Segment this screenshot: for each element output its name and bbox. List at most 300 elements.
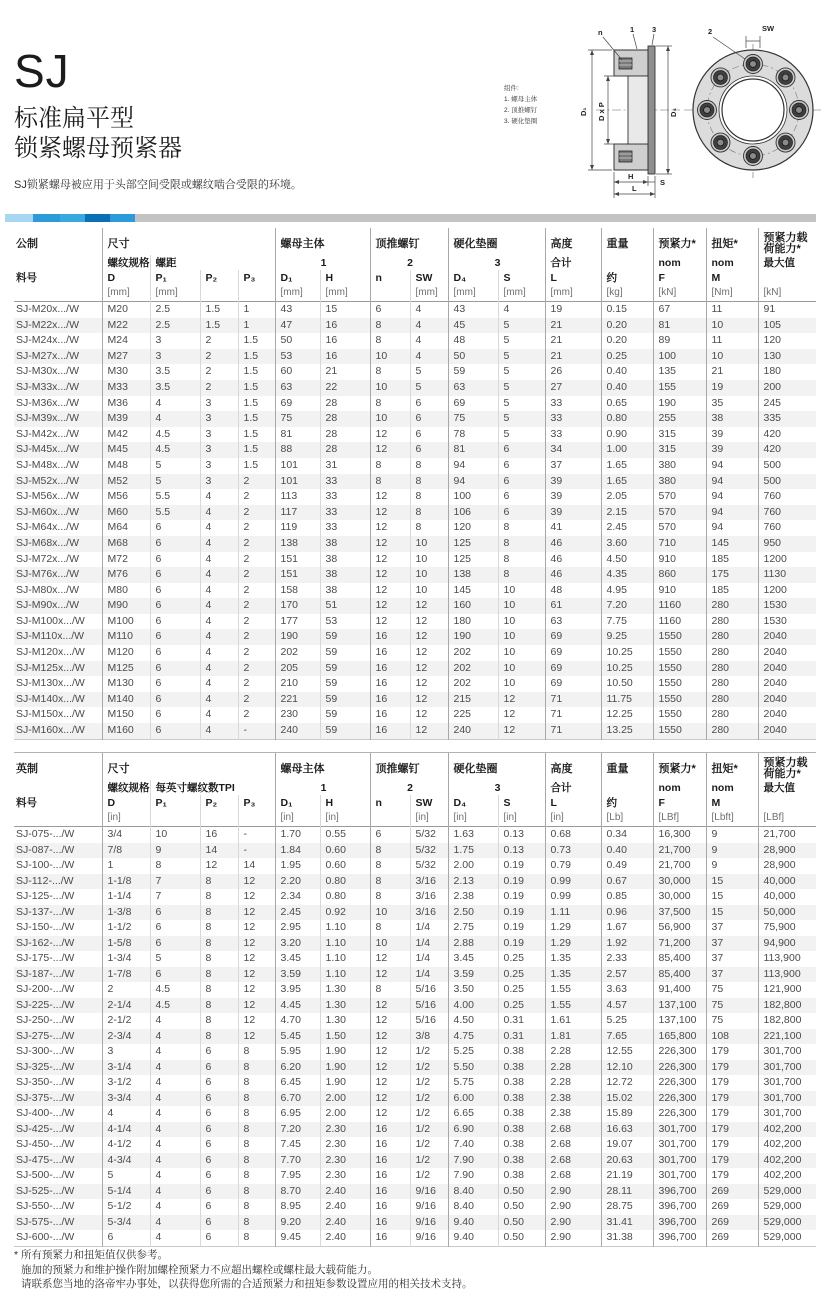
- table-row: [14, 1106, 816, 1122]
- cell: 46: [545, 552, 601, 568]
- cell: 12: [498, 707, 545, 723]
- cell: 20.63: [601, 1153, 653, 1169]
- cell: 5.50: [448, 1060, 498, 1076]
- sub-height-total: 合计: [545, 780, 601, 795]
- table-row: [14, 982, 816, 998]
- cell: 5.45: [275, 1029, 320, 1045]
- cell: SJ-225-.../W: [16, 998, 75, 1011]
- cell: M22: [102, 318, 150, 334]
- cell: SJ-200-.../W: [16, 983, 75, 995]
- cell: 0.38: [498, 1106, 545, 1122]
- cell: 12: [370, 427, 410, 443]
- header-cell: [in]: [410, 810, 448, 827]
- cell: 8: [150, 858, 200, 874]
- cell: 12.10: [601, 1060, 653, 1076]
- table-row: [14, 874, 816, 890]
- cell: 4.95: [601, 583, 653, 599]
- cell: 12: [238, 951, 275, 967]
- table-row: [14, 692, 816, 708]
- cell: 0.13: [498, 827, 545, 843]
- cell: SJ-M24x.../W: [16, 334, 80, 347]
- cell: 4: [200, 707, 238, 723]
- cell: 2-1/4: [102, 998, 150, 1014]
- cell: M120: [102, 645, 150, 661]
- cell: 4: [200, 520, 238, 536]
- cell: 2.5: [150, 318, 200, 334]
- cell: 202: [275, 645, 320, 661]
- cell: 30,000: [653, 874, 706, 890]
- cell: 3/8: [410, 1029, 448, 1045]
- cell: 6: [200, 1137, 238, 1153]
- cell: 225: [448, 707, 498, 723]
- cell: 1.5: [200, 318, 238, 334]
- cell: 138: [275, 536, 320, 552]
- cell: 6.45: [275, 1075, 320, 1091]
- group-header-row: [14, 753, 816, 780]
- cell: 402,200: [758, 1168, 816, 1184]
- cell: 51: [320, 598, 370, 614]
- cell: 2.40: [320, 1215, 370, 1231]
- cell: M27: [102, 349, 150, 365]
- cell: 2.38: [545, 1091, 601, 1107]
- cell: 301,700: [653, 1137, 706, 1153]
- cell: 28: [320, 396, 370, 412]
- cell: 69: [545, 645, 601, 661]
- cell: 16: [370, 1199, 410, 1215]
- sub-height-total: 合计: [545, 255, 601, 270]
- cell: 0.31: [498, 1013, 545, 1029]
- cell: 12: [238, 936, 275, 952]
- cell: 2.38: [545, 1106, 601, 1122]
- cell: 1.11: [545, 905, 601, 921]
- header-cell: 料号: [16, 272, 37, 284]
- cell: 5: [498, 427, 545, 443]
- diagram-legend-title: 组件:: [504, 85, 519, 92]
- cell: SJ-M150x.../W: [16, 708, 85, 721]
- cell: 5: [498, 411, 545, 427]
- cell: 2.95: [275, 920, 320, 936]
- cell: SJ-M20x.../W: [16, 303, 80, 315]
- cell: 4: [150, 1199, 200, 1215]
- cell: 6: [200, 1075, 238, 1091]
- cell: 280: [706, 629, 758, 645]
- cell: 0.65: [601, 396, 653, 412]
- cell: 180: [448, 614, 498, 630]
- cell: 269: [706, 1230, 758, 1246]
- cell: 1/2: [410, 1060, 448, 1076]
- cell: M64: [102, 520, 150, 536]
- cell: 4: [200, 676, 238, 692]
- cell: 1.30: [320, 998, 370, 1014]
- cell: 12: [370, 1106, 410, 1122]
- cell: 0.68: [545, 827, 601, 843]
- cell: 1.5: [238, 333, 275, 349]
- cell: 177: [275, 614, 320, 630]
- cell: 0.60: [320, 843, 370, 859]
- cell: 1550: [653, 676, 706, 692]
- dim-label-n: n: [598, 28, 603, 37]
- header-cell: P₁: [150, 795, 200, 810]
- cell: 10: [498, 661, 545, 677]
- cell: 190: [448, 629, 498, 645]
- cell: 4.45: [275, 998, 320, 1014]
- cell: 100: [653, 349, 706, 365]
- sub-part-1: 1: [275, 780, 370, 795]
- cell: 8.95: [275, 1199, 320, 1215]
- cell: 2: [238, 489, 275, 505]
- cell: SJ-162-.../W: [16, 936, 75, 949]
- cell: M140: [102, 692, 150, 708]
- cell: 255: [653, 411, 706, 427]
- cell: 4-3/4: [102, 1153, 150, 1169]
- cell: 3-1/2: [102, 1075, 150, 1091]
- cell: 5/16: [410, 982, 448, 998]
- cell: 1.29: [545, 920, 601, 936]
- cell: 12: [238, 998, 275, 1014]
- cell: 4: [150, 1184, 200, 1200]
- cell: 56,900: [653, 920, 706, 936]
- cell: 6: [150, 920, 200, 936]
- header-cell: [mm]: [102, 285, 150, 302]
- cell: 12: [370, 1013, 410, 1029]
- cell: 179: [706, 1075, 758, 1091]
- cell: 280: [706, 723, 758, 739]
- cell: 59: [448, 364, 498, 380]
- cell: 0.85: [601, 889, 653, 905]
- cell: 39: [706, 442, 758, 458]
- cell: 3: [200, 458, 238, 474]
- cell: 2040: [758, 676, 816, 692]
- cell: 280: [706, 707, 758, 723]
- cell: 12: [238, 889, 275, 905]
- cell: 2.00: [320, 1091, 370, 1107]
- cell: 6: [150, 692, 200, 708]
- sub-header-row: [14, 780, 816, 795]
- cell: 0.99: [545, 874, 601, 890]
- cell: 10: [370, 905, 410, 921]
- cell: 7.75: [601, 614, 653, 630]
- cell: 7.20: [601, 598, 653, 614]
- cell: 12: [238, 1029, 275, 1045]
- cell: 4: [150, 1044, 200, 1060]
- cell: 4: [410, 302, 448, 318]
- cell: 39: [706, 427, 758, 443]
- cell: 1/2: [410, 1044, 448, 1060]
- cell: 9.20: [275, 1215, 320, 1231]
- table-row: [14, 661, 816, 677]
- cell: 7.40: [448, 1137, 498, 1153]
- cell: 12: [498, 723, 545, 739]
- table-row: [14, 302, 816, 318]
- cell: 1550: [653, 723, 706, 739]
- cell: 4: [200, 536, 238, 552]
- cell: 226,300: [653, 1075, 706, 1091]
- cell: 108: [706, 1029, 758, 1045]
- cell: 2: [102, 982, 150, 998]
- cell: 4: [200, 489, 238, 505]
- cell: 175: [706, 567, 758, 583]
- cell: SJ-M80x.../W: [16, 583, 80, 596]
- cell: 6: [498, 458, 545, 474]
- cell: 12: [370, 536, 410, 552]
- cell: 8: [498, 536, 545, 552]
- cell: 5: [410, 364, 448, 380]
- cell: 180: [758, 364, 816, 380]
- cell: SJ-100-.../W: [16, 859, 75, 871]
- cell: 75: [448, 411, 498, 427]
- cell: 570: [653, 489, 706, 505]
- cell: 2040: [758, 629, 816, 645]
- cell: 6: [150, 567, 200, 583]
- group-header-row: [14, 228, 816, 255]
- cell: 12: [238, 982, 275, 998]
- cell: 1.5: [238, 349, 275, 365]
- cell: 1.61: [545, 1013, 601, 1029]
- cell: 2.90: [545, 1184, 601, 1200]
- cell: 5-1/2: [102, 1199, 150, 1215]
- cell: 59: [320, 707, 370, 723]
- table-row: [14, 333, 816, 349]
- cell: 6: [200, 1060, 238, 1076]
- cell: 529,000: [758, 1215, 816, 1231]
- sub-capacity-max: 最大值: [758, 255, 816, 270]
- cell: 69: [275, 396, 320, 412]
- cell: 0.20: [601, 318, 653, 334]
- cell: 2.5: [150, 302, 200, 318]
- sub-part-2: 2: [370, 780, 448, 795]
- cell: 28.75: [601, 1199, 653, 1215]
- cell: 6: [200, 1106, 238, 1122]
- cell: 160: [448, 598, 498, 614]
- cell: 2: [200, 333, 238, 349]
- header-cell: S: [498, 270, 545, 285]
- cell: 31.38: [601, 1230, 653, 1246]
- cell: 5.5: [150, 505, 200, 521]
- cell: 89: [653, 333, 706, 349]
- header-cell: [238, 285, 275, 302]
- cell: 47: [275, 318, 320, 334]
- cell: 16: [320, 318, 370, 334]
- cell: 8: [200, 967, 238, 983]
- sub-header-row: [14, 255, 816, 270]
- cell: 7.45: [275, 1137, 320, 1153]
- cell: 280: [706, 676, 758, 692]
- cell: 101: [275, 458, 320, 474]
- cell: 12: [370, 520, 410, 536]
- cell: 16: [320, 349, 370, 365]
- cell: 0.19: [498, 920, 545, 936]
- table-row: [14, 920, 816, 936]
- cell: 0.15: [601, 302, 653, 318]
- table-row: [14, 474, 816, 490]
- cell: 6.95: [275, 1106, 320, 1122]
- cell: 15.89: [601, 1106, 653, 1122]
- cell: 1550: [653, 707, 706, 723]
- header-cell: D₁: [275, 270, 320, 285]
- cell: 500: [758, 474, 816, 490]
- cell: 420: [758, 442, 816, 458]
- cell: 8: [238, 1168, 275, 1184]
- cell: 0.25: [498, 998, 545, 1014]
- page-subtitle: [14, 104, 484, 164]
- cell: 1/2: [410, 1153, 448, 1169]
- table-row: [14, 723, 816, 739]
- cell: 1.30: [320, 982, 370, 998]
- table-row: [14, 505, 816, 521]
- group-weight: 重量: [601, 228, 653, 255]
- cell: 315: [653, 442, 706, 458]
- cell: 0.40: [601, 380, 653, 396]
- cell: -: [238, 723, 275, 739]
- cell: 21,700: [758, 827, 816, 843]
- cell: 6.65: [448, 1106, 498, 1122]
- cell: 8: [410, 505, 448, 521]
- cell: 4: [200, 661, 238, 677]
- cell: 7.90: [448, 1168, 498, 1184]
- cell: 1.10: [320, 920, 370, 936]
- table-row: [14, 427, 816, 443]
- cell: SJ-087-.../W: [16, 843, 75, 856]
- cell: 0.50: [498, 1184, 545, 1200]
- table-row: [14, 364, 816, 380]
- cell: 4.70: [275, 1013, 320, 1029]
- dim-label-d1: D₁: [579, 107, 588, 116]
- header-cell: P₁: [150, 270, 200, 285]
- cell: SJ-125-.../W: [16, 890, 75, 902]
- cell: 10: [498, 676, 545, 692]
- header-cell: [LBf]: [653, 810, 706, 827]
- cell: 2.15: [601, 505, 653, 521]
- cell: 4: [102, 1106, 150, 1122]
- cell: 5: [498, 318, 545, 334]
- cell: SJ-150-.../W: [16, 921, 75, 933]
- cell: 12: [370, 967, 410, 983]
- cell: 30,000: [653, 889, 706, 905]
- cell: 3: [200, 411, 238, 427]
- cell: M42: [102, 427, 150, 443]
- cell: 19: [706, 380, 758, 396]
- sub-preload-nom: nom: [653, 780, 706, 795]
- cell: 4: [410, 349, 448, 365]
- product-diagram: [496, 20, 828, 208]
- cell: 301,700: [653, 1168, 706, 1184]
- cell: 6: [498, 474, 545, 490]
- cell: 4: [200, 692, 238, 708]
- cell: 190: [653, 396, 706, 412]
- group-nut-body: 螺母主体: [275, 228, 370, 255]
- cell: 6: [102, 1230, 150, 1246]
- cell: 2.34: [275, 889, 320, 905]
- cell: 4.57: [601, 998, 653, 1014]
- cell: 9/16: [410, 1184, 448, 1200]
- cell: 75: [275, 411, 320, 427]
- cell: 12: [370, 583, 410, 599]
- cell: 179: [706, 1044, 758, 1060]
- cell: 4.5: [150, 442, 200, 458]
- table-row: [14, 1153, 816, 1169]
- cell: 4.5: [150, 427, 200, 443]
- cell: 4: [150, 1091, 200, 1107]
- group-height: 高度: [545, 228, 601, 255]
- region-label: 公制: [16, 238, 38, 250]
- cell: 3/16: [410, 874, 448, 890]
- cell: 27: [545, 380, 601, 396]
- cell: SJ-M100x.../W: [16, 614, 85, 627]
- cell: 145: [706, 536, 758, 552]
- cell: 46: [545, 567, 601, 583]
- table-row: [14, 1060, 816, 1076]
- footnote-line-1: * 所有预紧力和扭矩值仅供参考。: [14, 1249, 169, 1261]
- cell: 15: [706, 874, 758, 890]
- cell: 5.25: [448, 1044, 498, 1060]
- cell: 63: [545, 614, 601, 630]
- cell: 6: [200, 1184, 238, 1200]
- cell: 1.70: [275, 827, 320, 843]
- cell: 5.75: [448, 1075, 498, 1091]
- header-cell: D₁: [275, 795, 320, 810]
- table-row: [14, 552, 816, 568]
- cell: 1/4: [410, 920, 448, 936]
- cell: 71,200: [653, 936, 706, 952]
- cell: SJ-M52x.../W: [16, 474, 80, 487]
- cell: 33: [320, 474, 370, 490]
- cell: 12: [370, 1044, 410, 1060]
- cell: 12: [370, 614, 410, 630]
- cell: 8: [238, 1060, 275, 1076]
- cell: 12: [410, 676, 448, 692]
- cell: 1.75: [448, 843, 498, 859]
- cell: 15.02: [601, 1091, 653, 1107]
- cell: 94: [706, 520, 758, 536]
- cell: 1160: [653, 614, 706, 630]
- cell: 43: [448, 302, 498, 318]
- cell: 3.45: [275, 951, 320, 967]
- cell: 6: [200, 1044, 238, 1060]
- table-row: [14, 1091, 816, 1107]
- cell: 202: [448, 676, 498, 692]
- diagram-legend-item-2: 2. 顶推螺钉: [504, 107, 538, 114]
- cell: 6: [150, 645, 200, 661]
- header-cell: [150, 810, 200, 827]
- cell: 37,500: [653, 905, 706, 921]
- header-cell: [Lbft]: [706, 810, 758, 827]
- header-cell: [14, 285, 102, 302]
- cell: 67: [653, 302, 706, 318]
- header-cell: [in]: [545, 810, 601, 827]
- table-row: [14, 318, 816, 334]
- cell: 8: [370, 858, 410, 874]
- cell: 6.00: [448, 1091, 498, 1107]
- cell: SJ-M45x.../W: [16, 443, 80, 456]
- header-cell: [Nm]: [706, 285, 758, 302]
- header-cell: [14, 810, 102, 827]
- cell: 0.31: [498, 1029, 545, 1045]
- cell: 35: [706, 396, 758, 412]
- header-cell: D: [102, 270, 150, 285]
- cell: 2.50: [448, 905, 498, 921]
- cell: 3-1/4: [102, 1060, 150, 1076]
- cell: 4.50: [601, 552, 653, 568]
- cell: 2.88: [448, 936, 498, 952]
- cell: 16: [370, 1137, 410, 1153]
- cell: SJ-M36x.../W: [16, 396, 80, 409]
- cell: M110: [102, 629, 150, 645]
- header-cell: 料号: [16, 797, 37, 809]
- header-cell: 约: [601, 270, 653, 285]
- header-cell: [mm]: [448, 285, 498, 302]
- cell: 28.11: [601, 1184, 653, 1200]
- cell: SJ-112-.../W: [16, 874, 74, 887]
